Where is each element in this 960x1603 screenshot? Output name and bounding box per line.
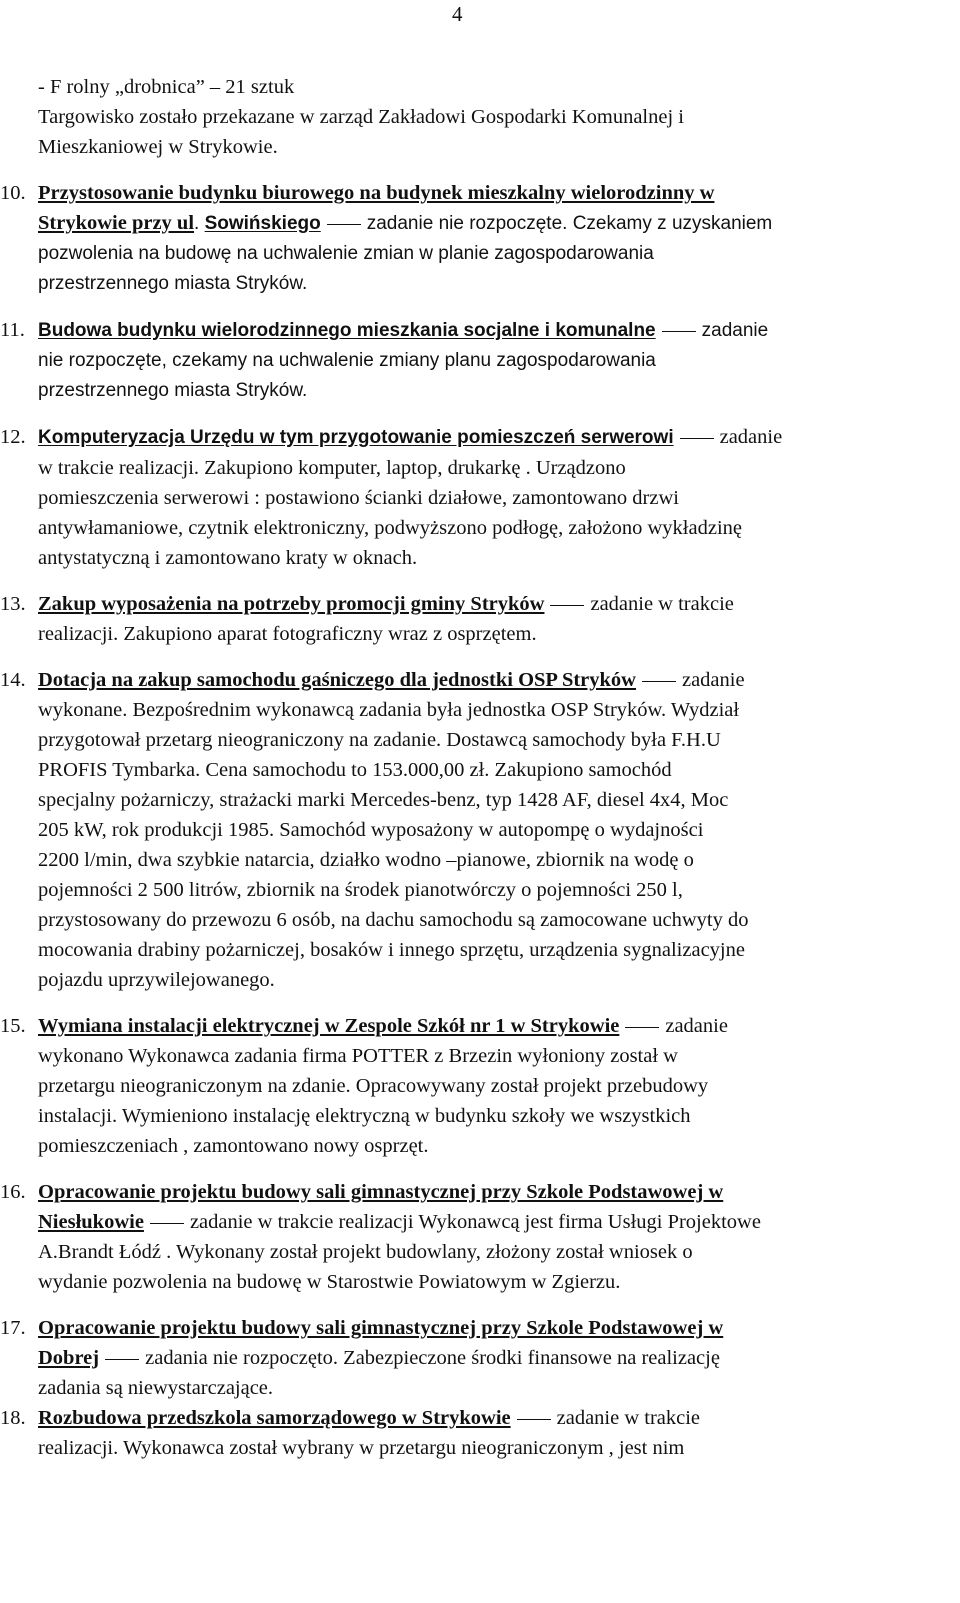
dash-separator: [150, 1223, 184, 1224]
item-title: Dobrej: [38, 1347, 100, 1369]
list-item-18: [0, 1403, 942, 1463]
item-text: zadanie: [681, 669, 745, 691]
item-text: mocowania drabiny pożarniczej, bosaków i innego sprzętu, urządzenia sygnalizacyjne: [38, 939, 745, 961]
item-title: Komputeryzacja Urzędu w tym przygotowanie pomieszczeń serwerowi: [38, 427, 674, 448]
dash-separator: [662, 331, 696, 332]
item-text: zadania są niewystarczające.: [38, 1377, 274, 1399]
item-title: Wymiana instalacji elektrycznej w Zespole Szkół nr 1 w Strykowie: [38, 1015, 620, 1037]
item-title: Przystosowanie budynku biurowego na budynek mieszkalny wielorodzinny w: [38, 182, 715, 204]
page-number: 4: [452, 2, 463, 26]
item-number: 18.: [0, 1407, 26, 1429]
item-text: antystatyczną i zamontowano kraty w oknach.: [38, 547, 418, 569]
item-text: zadania nie rozpoczęto. Zabezpieczone środki finansowe na realizację: [145, 1347, 720, 1369]
item-title: Dotacja na zakup samochodu gaśniczego dla jednostki OSP Stryków: [38, 669, 636, 691]
item-title: Opracowanie projektu budowy sali gimnastycznej przy Szkole Podstawowej w: [38, 1317, 724, 1339]
item-text: specjalny pożarniczy, strażacki marki Mercedes-benz, typ 1428 AF, diesel 4x4, Moc: [38, 789, 729, 811]
item-text: przestrzennego miasta Stryków.: [38, 380, 308, 401]
intro-line: Targowisko zostało przekazane w zarząd Zakładowi Gospodarki Komunalnej i: [38, 106, 684, 128]
item-text: zadanie: [665, 1015, 728, 1037]
list-item-16: [0, 1177, 942, 1297]
item-number: 14.: [0, 669, 26, 691]
document-body: [0, 72, 942, 1463]
item-text: pojazdu uprzywilejowanego.: [38, 969, 275, 991]
list-item-14: [0, 665, 942, 995]
item-number: 16.: [0, 1181, 26, 1203]
intro-line: Mieszkaniowej w Strykowie.: [38, 136, 278, 158]
dash-separator: [327, 224, 361, 225]
item-title: Opracowanie projektu budowy sali gimnastycznej przy Szkole Podstawowej w: [38, 1181, 724, 1203]
item-text: przystosowany do przewozu 6 osób, na dachu samochodu są zamocowane uchwyty do: [38, 909, 749, 931]
item-title: Zakup wyposażenia na potrzeby promocji gminy Stryków: [38, 593, 545, 615]
dash-separator: [105, 1359, 139, 1360]
item-text: wykonano Wykonawca zadania firma POTTER z Brzezin wyłoniony został w: [38, 1045, 678, 1067]
item-number: 11.: [0, 319, 25, 341]
item-title: Strykowie przy ul: [38, 212, 195, 234]
list-item-11: [0, 315, 942, 406]
item-number: 10.: [0, 182, 26, 204]
item-text: realizacji. Zakupiono aparat fotograficzny wraz z osprzętem.: [38, 623, 537, 645]
list-item-10: 10. Przystosowanie budynku biurowego na budynek mieszkalny wielorodzinny w Strykowie przy ul. Sowińskiego zadanie nie rozpoczęte. Czekamy z uzyskaniem pozwolenia na budowę na uchwalenie zmian w planie zagospodarowania przestrzennego miasta Stryków.: [38, 178, 942, 299]
item-number: 12.: [0, 426, 26, 448]
item-text: zadanie w trakcie: [590, 593, 734, 615]
dash-separator: [642, 681, 676, 682]
item-text: zadanie w trakcie realizacji Wykonawcą jest firma Usługi Projektowe: [189, 1211, 761, 1233]
item-number: 17.: [0, 1317, 26, 1339]
item-text: nie rozpoczęte, czekamy na uchwalenie zmiany planu zagospodarowania: [38, 350, 656, 371]
item-title: Rozbudowa przedszkola samorządowego w Strykowie: [38, 1407, 511, 1429]
dash-separator: [625, 1027, 659, 1028]
item-title: Budowa budynku wielorodzinnego mieszkania socjalne i komunalne: [38, 320, 656, 341]
intro-line: - F rolny „drobnica” – 21 sztuk: [38, 76, 295, 98]
item-text: 2200 l/min, dwa szybkie natarcia, działko wodno –pianowe, zbiornik na wodę o: [38, 849, 694, 871]
item-text: zadanie: [701, 320, 769, 341]
dash-separator: [550, 605, 584, 606]
item-text: przetargu nieograniczonym na zdanie. Opracowywany został projekt przebudowy: [38, 1075, 709, 1097]
item-text: antywłamaniowe, czytnik elektroniczny, podwyższono podłogę, założono wykładzinę: [38, 517, 742, 539]
item-number: 15.: [0, 1015, 26, 1037]
item-text: przygotował przetarg nieograniczony na zadanie. Dostawcą samochody była F.H.U: [38, 729, 721, 751]
item-text: PROFIS Tymbarka. Cena samochodu to 153.000,00 zł. Zakupiono samochód: [38, 759, 672, 781]
item-text: zadanie w trakcie: [556, 1407, 701, 1429]
list-item-12: [0, 422, 942, 573]
item-text: pozwolenia na budowę na uchwalenie zmian w planie zagospodarowania: [38, 243, 654, 264]
item-text: realizacji. Wykonawca został wybrany w przetargu nieograniczonym , jest nim: [38, 1437, 685, 1459]
item-text: A.Brandt Łódź . Wykonany został projekt budowlany, złożony został wniosek o: [38, 1241, 693, 1263]
item-text: wykonane. Bezpośrednim wykonawcą zadania była jednostka OSP Stryków. Wydział: [38, 699, 740, 721]
item-text: pomieszczenia serwerowi : postawiono ścianki działowe, zamontowano drzwi: [38, 487, 679, 509]
dash-separator: [517, 1419, 551, 1420]
item-title: Niesłukowie: [38, 1211, 144, 1233]
intro-paragraph: [38, 72, 942, 162]
item-text: zadanie: [719, 426, 783, 448]
list-item-15: [0, 1011, 942, 1161]
list-item-17: [0, 1313, 942, 1403]
item-text: pojemności 2 500 litrów, zbiornik na środek pianotwórczy o pojemności 250 l,: [38, 879, 683, 901]
item-text: przestrzennego miasta Stryków.: [38, 273, 308, 294]
item-text: wydanie pozwolenia na budowę w Starostwie Powiatowym w Zgierzu.: [38, 1271, 621, 1293]
item-text: w trakcie realizacji. Zakupiono komputer, laptop, drukarkę . Urządzono: [38, 457, 626, 479]
item-text: zadanie nie rozpoczęte. Czekamy z uzyskaniem: [366, 213, 773, 234]
item-text: pomieszczeniach , zamontowano nowy osprzęt.: [38, 1135, 429, 1157]
list-item-13: [0, 589, 942, 649]
dash-separator: [680, 438, 714, 439]
item-number: 13.: [0, 593, 26, 615]
item-title: Sowińskiego: [204, 213, 321, 234]
item-text: instalacji. Wymieniono instalację elektryczną w budynku szkoły we wszystkich: [38, 1105, 691, 1127]
item-text: 205 kW, rok produkcji 1985. Samochód wyposażony w autopompę o wydajności: [38, 819, 704, 841]
